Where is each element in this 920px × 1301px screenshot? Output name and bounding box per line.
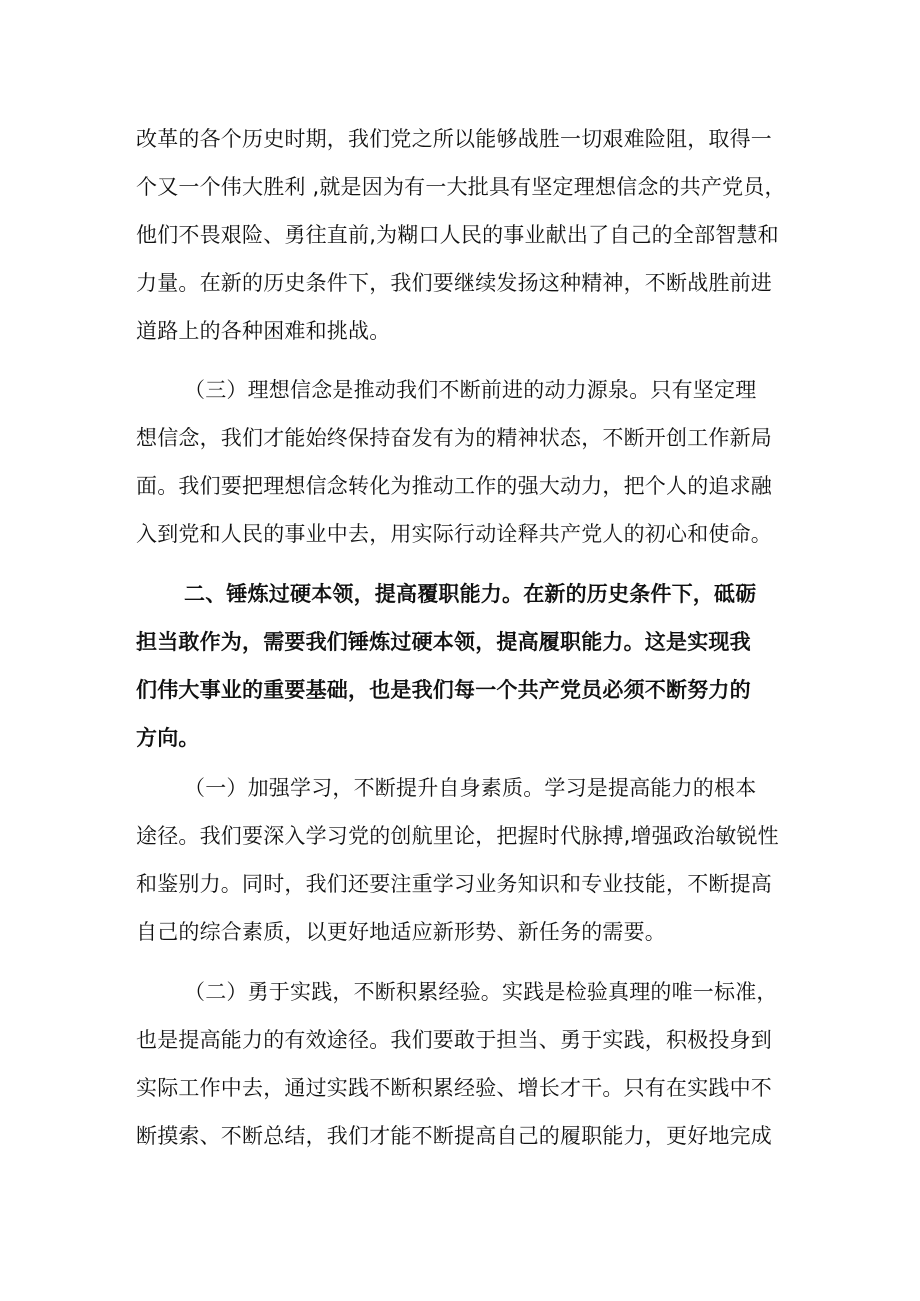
paragraph-line: 们伟大事业的重要基础，也是我们每一个共产党员必须不断努力的 — [136, 678, 751, 702]
paragraph-line: 自己的综合素质，以更好地适应新形势、新任务的需要。 — [136, 920, 666, 944]
paragraph-line: 途径。我们要深入学习党的创航里论，把握时代脉搏,增强政治敏锐性 — [136, 824, 779, 848]
paragraph-line: 入到党和人民的事业中去，用实际行动诠释共产党人的初心和使命。 — [136, 522, 772, 546]
paragraph-line: 力量。在新的历史条件下，我们要继续发扬这种精神，不断战胜前进 — [136, 271, 772, 295]
paragraph-line: 担当敢作为，需要我们锤炼过硬本领，提高履职能力。这是实现我 — [136, 630, 751, 654]
paragraph-line: 也是提高能力的有效途径。我们要敢于担当、勇于实践，积极投身到 — [136, 1028, 772, 1052]
paragraph-line: （一）加强学习，不断提升自身素质。学习是提高能力的根本 — [184, 776, 757, 800]
paragraph-line: 和鉴别力。同时，我们还要注重学习业务知识和专业技能，不断提高 — [136, 872, 772, 896]
paragraph-line: 个又一个伟大胜利 ,就是因为有一大批具有坚定理想信念的共产党员， — [136, 175, 786, 199]
paragraph-line: 实际工作中去，通过实践不断积累经验、增长才干。只有在实践中不 — [136, 1076, 772, 1100]
paragraph-line: （二）勇于实践，不断积累经验。实践是检验真理的唯一标准， — [184, 980, 778, 1004]
paragraph-4 — [136, 764, 796, 956]
paragraph-5 — [136, 968, 796, 1160]
paragraph-line: 改革的各个历史时期，我们党之所以能够战胜一切艰难险阻，取得一 — [136, 127, 772, 151]
paragraph-line: 方向。 — [136, 726, 200, 750]
paragraph-line: 断摸索、不断总结，我们才能不断提高自己的履职能力，更好地完成 — [136, 1124, 772, 1148]
paragraph-line: 想信念，我们才能始终保持奋发有为的精神状态，不断开创工作新局 — [136, 426, 772, 450]
section-heading-paragraph — [136, 570, 796, 762]
paragraph-line: 道路上的各种困难和挑战。 — [136, 319, 391, 343]
paragraph-line: 二、锤炼过硬本领，提高覆职能力。在新的历史条件下，砥砺 — [184, 582, 757, 606]
paragraph-2 — [136, 366, 796, 558]
paragraph-line: 面。我们要把理想信念转化为推动工作的强大动力，把个人的追求融 — [136, 474, 772, 498]
paragraph-1 — [136, 115, 796, 355]
paragraph-line: （三）理想信念是推动我们不断前进的动力源泉。只有坚定理 — [184, 378, 757, 402]
paragraph-line: 他们不畏艰险、勇往直前,为糊口人民的事业献出了自己的全部智慧和 — [136, 223, 779, 247]
